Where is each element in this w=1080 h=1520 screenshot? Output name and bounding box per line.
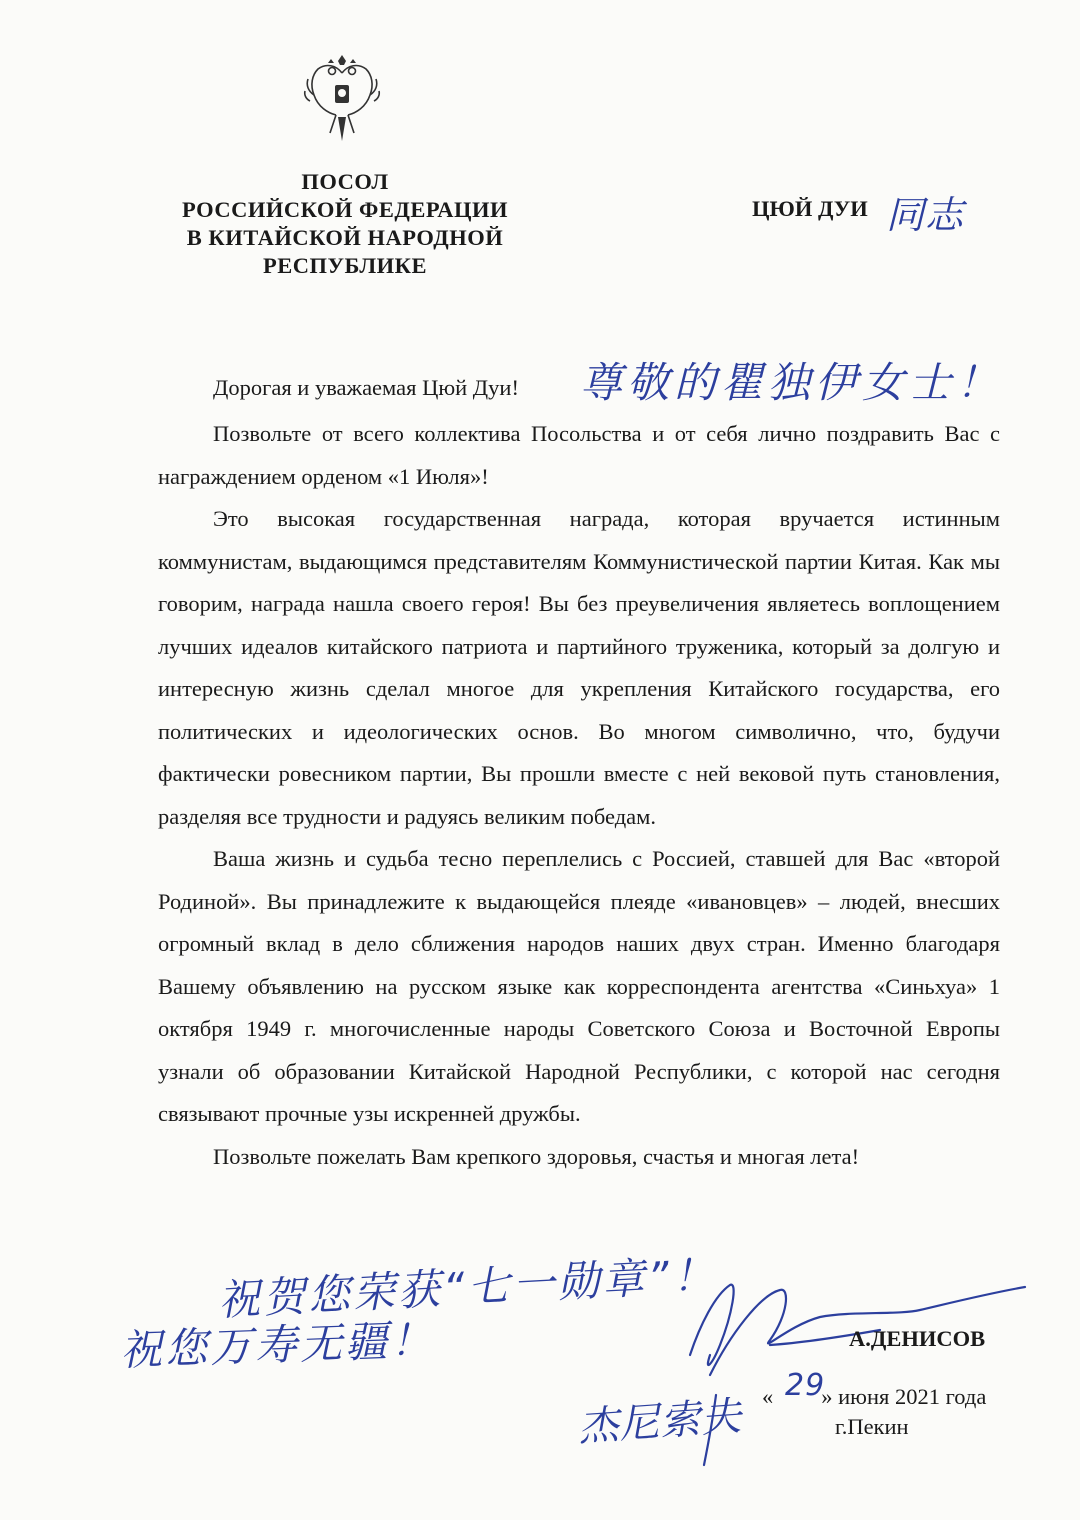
sender-line: ПОСОЛ bbox=[301, 169, 389, 194]
body-paragraph: Ваша жизнь и судьба тесно переплелись с Россией, ставшей для Вас «второй Родиной». Вы принадлежите к выдающейся плеяде «ивановцев» – людей, внесших огромный вклад в дело сближения народов наших двух стран. Именно благодаря Вашему объявлению на русском языке как корреспондента агентства «Синьхуа» 1 октября 1949 г. многочисленные народы Советского Союза и Восточной Европы узнали об образовании Китайской Народной Республики, с которой нас сегодня связывают прочные узы искренней дружбы. bbox=[158, 846, 1000, 1126]
sender-line: В КИТАЙСКОЙ НАРОДНОЙ bbox=[186, 225, 504, 250]
sender-title-block bbox=[150, 168, 540, 280]
body-paragraph: Позвольте пожелать Вам крепкого здоровья, счастья и многая лета! bbox=[213, 1143, 860, 1169]
handwritten-greeting: 尊敬的瞿独伊女士！ bbox=[580, 358, 1004, 407]
recipient-name: ЦЮЙ ДУИ bbox=[752, 196, 868, 221]
double-headed-eagle-emblem bbox=[302, 55, 382, 145]
handwritten-congratulation: 祝贺您荣获“七一勋章”！ bbox=[216, 1249, 719, 1325]
date-month-year: » июня 2021 года bbox=[821, 1384, 987, 1409]
date-open-quote: « bbox=[762, 1384, 774, 1409]
handwritten-recipient-note: 同志 bbox=[886, 193, 965, 237]
signer-name: А.ДЕНИСОВ bbox=[849, 1326, 986, 1351]
sender-line: РЕСПУБЛИКЕ bbox=[263, 253, 427, 278]
handwritten-signature-cn: 杰尼索夫 bbox=[576, 1393, 744, 1451]
letter-city: г.Пекин bbox=[835, 1414, 909, 1439]
salutation: Дорогая и уважаемая Цюй Дуи! bbox=[213, 375, 519, 400]
letter-body bbox=[158, 413, 1000, 1178]
body-paragraph: Это высокая государственная награда, которая вручается истинным коммунистам, выдающимся представителям Коммунистической партии Китая. Как мы говорим, награда нашла своего героя! Вы без преувеличения являетесь воплощением лучших идеалов китайского патриота и партийного труженика, который за долгую и интересную жизнь сделал многое для укрепления Китайского государства, его политических и идеологических основ. Во многом символично, что, будучи фактически ровесником партии, Вы прошли вместе с ней вековой путь становления, разделяя все трудности и радуясь великим победам. bbox=[158, 506, 1000, 829]
sender-line: РОССИЙСКОЙ ФЕДЕРАЦИИ bbox=[182, 197, 508, 222]
body-paragraph: Позвольте от всего коллектива Посольства и от себя лично поздравить Вас с награждением орденом «1 Июля»! bbox=[158, 421, 1000, 489]
handwritten-date-day: 29 bbox=[785, 1368, 826, 1403]
handwritten-wish: 祝您万寿无疆！ bbox=[119, 1315, 436, 1375]
